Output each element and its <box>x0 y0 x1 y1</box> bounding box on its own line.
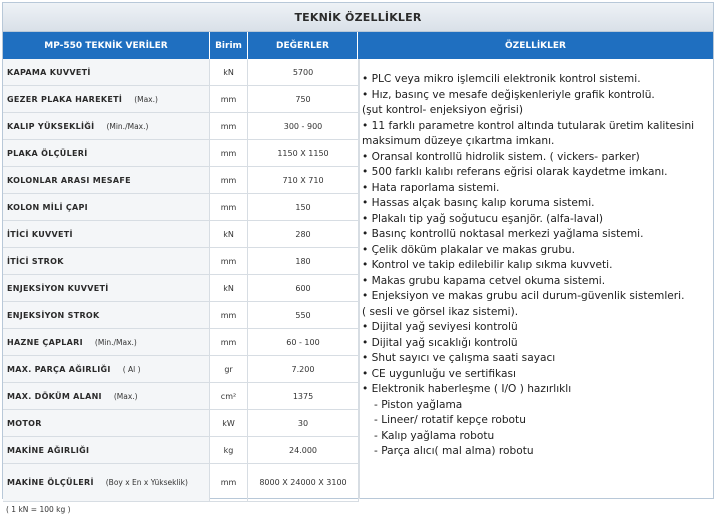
spec-unit: mm <box>210 86 248 112</box>
spec-row <box>3 410 359 437</box>
spec-row <box>3 167 359 194</box>
feature-item: • 500 farklı kalıbı referans eğrisi olarak kaydetme imkanı. <box>362 165 713 181</box>
spec-value: 5700 <box>248 59 359 85</box>
header-value: DEĞERLER <box>248 32 358 59</box>
spec-param-cell <box>3 167 210 193</box>
spec-param-cell <box>3 221 210 247</box>
feature-item: • Dijital yağ seviyesi kontrolü <box>362 320 713 336</box>
spec-qualifier: ( Al ) <box>122 364 141 374</box>
spec-name: KAPAMA KUVVETİ <box>7 67 91 77</box>
spec-unit: mm <box>210 194 248 220</box>
spec-param-cell <box>3 410 210 436</box>
spec-param-cell <box>3 302 210 328</box>
spec-param-cell <box>3 356 210 382</box>
spec-unit: kg <box>210 437 248 463</box>
spec-row <box>3 59 359 86</box>
spec-param-cell <box>3 464 210 501</box>
spec-row <box>3 194 359 221</box>
spec-value: 300 - 900 <box>248 113 359 139</box>
header-param: MP-550 TEKNİK VERİLER <box>3 32 210 59</box>
spec-name: KALIP YÜKSEKLİĞİ <box>7 121 95 131</box>
spec-value: 7.200 <box>248 356 359 382</box>
spec-qualifier: (Max.) <box>113 391 138 401</box>
feature-item: • Elektronik haberleşme ( I/O ) hazırlıklı <box>362 382 713 398</box>
spec-unit: kW <box>210 410 248 436</box>
spec-unit: mm <box>210 167 248 193</box>
spec-unit: kN <box>210 221 248 247</box>
spec-value: 710 X 710 <box>248 167 359 193</box>
spec-row <box>3 302 359 329</box>
features-panel <box>359 59 713 499</box>
spec-unit: mm <box>210 302 248 328</box>
spec-param-cell <box>3 59 210 85</box>
spec-name: İTİCİ STROK <box>7 256 64 266</box>
feature-list <box>362 72 713 460</box>
spec-row <box>3 113 359 140</box>
spec-value: 180 <box>248 248 359 274</box>
spec-value: 30 <box>248 410 359 436</box>
spec-row <box>3 221 359 248</box>
feature-item: • CE uygunluğu ve sertifikası <box>362 367 713 383</box>
feature-item: • Enjeksiyon ve makas grubu acil durum-güvenlik sistemleri. <box>362 289 713 305</box>
header-features: ÖZELLİKLER <box>358 32 713 59</box>
feature-item: • Hata raporlama sistemi. <box>362 181 713 197</box>
spec-param-cell <box>3 275 210 301</box>
spec-qualifier: (Boy x En x Yükseklik) <box>105 478 188 487</box>
spec-name: KOLONLAR ARASI MESAFE <box>7 175 131 185</box>
spec-row <box>3 437 359 464</box>
spec-name: MAX. PARÇA AĞIRLIĞI <box>7 364 111 374</box>
spec-value: 1375 <box>248 383 359 409</box>
spec-qualifier: (Min./Max.) <box>106 121 149 131</box>
feature-item: • PLC veya mikro işlemcili elektronik kontrol sistemi. <box>362 72 713 88</box>
spec-name: MAKİNE AĞIRLIĞI <box>7 445 90 455</box>
spec-value: 280 <box>248 221 359 247</box>
spec-value: 150 <box>248 194 359 220</box>
spec-qualifier: (Max.) <box>134 94 158 104</box>
spec-name: ENJEKSİYON KUVVETİ <box>7 283 109 293</box>
spec-row <box>3 275 359 302</box>
spec-name: KOLON MİLİ ÇAPI <box>7 202 88 212</box>
spec-param-cell <box>3 194 210 220</box>
feature-item: • Çelik döküm plakalar ve makas grubu. <box>362 243 713 259</box>
spec-row <box>3 86 359 113</box>
column-header-row <box>3 32 713 59</box>
feature-item: (şut kontrol- enjeksiyon eğrisi) <box>362 104 523 116</box>
spec-value: 8000 X 24000 X 3100 <box>248 464 359 501</box>
feature-item: • Dijital yağ sıcaklığı kontrolü <box>362 336 713 352</box>
feature-item: • Plakalı tip yağ soğutucu eşanjör. (alfa-laval) <box>362 212 713 228</box>
spec-unit: cm² <box>210 383 248 409</box>
feature-item: - Piston yağlama <box>374 398 463 411</box>
spec-value: 60 - 100 <box>248 329 359 355</box>
spec-unit: mm <box>210 464 248 501</box>
feature-item: - Kalıp yağlama robotu <box>374 429 495 442</box>
spec-row <box>3 140 359 167</box>
spec-sheet <box>2 2 714 499</box>
spec-name: ENJEKSİYON STROK <box>7 310 100 320</box>
spec-param-cell <box>3 113 210 139</box>
spec-param-cell <box>3 383 210 409</box>
spec-name: MOTOR <box>7 418 42 428</box>
spec-name: MAKİNE ÖLÇÜLERİ <box>7 478 94 487</box>
feature-item: • Makas grubu kapama cetvel okuma sistemi. <box>362 274 713 290</box>
spec-name: İTİCİ KUVVETİ <box>7 229 73 239</box>
feature-item: • Kontrol ve takip edilebilir kalıp sıkma kuvveti. <box>362 258 713 274</box>
spec-row <box>3 383 359 410</box>
feature-item: • 11 farklı parametre kontrol altında tutularak üretim kalitesini <box>362 119 713 135</box>
spec-value: 600 <box>248 275 359 301</box>
spec-table <box>3 59 359 502</box>
feature-item: maksimum düzeye çıkartma imkanı. <box>362 135 555 147</box>
feature-item: • Hız, basınç ve mesafe değişkenleriyle grafik kontrolü. <box>362 88 713 104</box>
spec-value: 1150 X 1150 <box>248 140 359 166</box>
header-unit: Birim <box>210 32 248 59</box>
spec-row <box>3 329 359 356</box>
spec-unit: gr <box>210 356 248 382</box>
spec-unit: kN <box>210 275 248 301</box>
feature-item: - Lineer/ rotatif kepçe robotu <box>374 414 526 426</box>
spec-name: PLAKA ÖLÇÜLERİ <box>7 148 88 158</box>
spec-unit: mm <box>210 140 248 166</box>
spec-row <box>3 248 359 275</box>
spec-row <box>3 464 359 502</box>
spec-qualifier: (Min./Max.) <box>94 337 137 347</box>
spec-unit: mm <box>210 329 248 355</box>
spec-unit: mm <box>210 248 248 274</box>
spec-value: 24.000 <box>248 437 359 463</box>
feature-item: ( sesli ve görsel ikaz sistemi). <box>362 305 519 318</box>
spec-param-cell <box>3 86 210 112</box>
spec-value: 550 <box>248 302 359 328</box>
spec-name: MAX. DÖKÜM ALANI <box>7 391 102 401</box>
spec-row <box>3 356 359 383</box>
feature-item: • Shut sayıcı ve çalışma saati sayacı <box>362 351 713 367</box>
spec-name: HAZNE ÇAPLARI <box>7 337 83 347</box>
spec-name: GEZER PLAKA HAREKETİ <box>7 94 123 104</box>
sheet-title: TEKNİK ÖZELLİKLER <box>3 3 713 32</box>
footnote: ( 1 kN = 100 kg ) <box>6 505 71 514</box>
feature-item: • Basınç kontrollü noktasal merkezi yağlama sistemi. <box>362 227 713 243</box>
spec-unit: kN <box>210 59 248 85</box>
feature-item: • Oransal kontrollü hidrolik sistem. ( vickers- parker) <box>362 150 713 166</box>
feature-item: - Parça alıcı( mal alma) robotu <box>374 445 534 457</box>
spec-param-cell <box>3 248 210 274</box>
spec-param-cell <box>3 329 210 355</box>
spec-value: 750 <box>248 86 359 112</box>
spec-param-cell <box>3 437 210 463</box>
spec-unit: mm <box>210 113 248 139</box>
spec-param-cell <box>3 140 210 166</box>
feature-item: • Hassas alçak basınç kalıp koruma sistemi. <box>362 196 713 212</box>
